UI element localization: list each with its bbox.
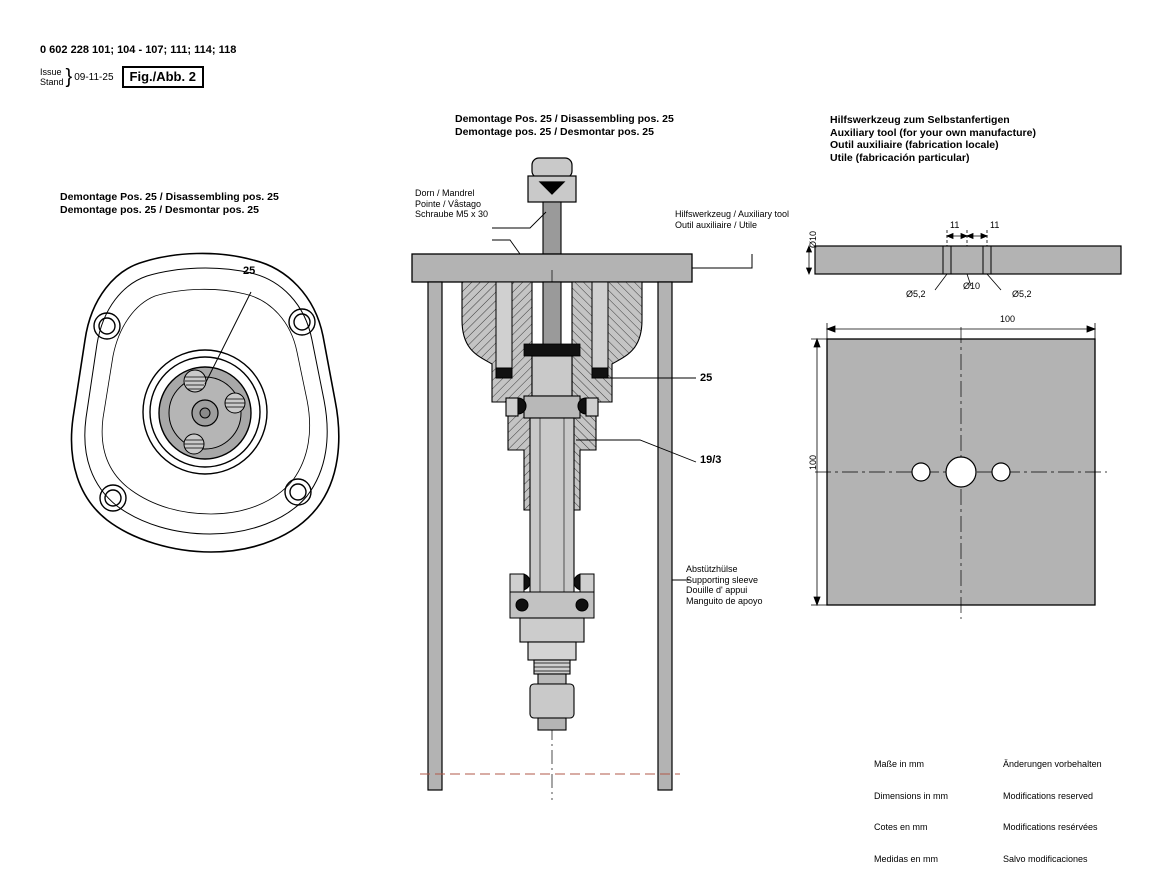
left-title-line2: Demontage pos. 25 / Desmontar pos. 25 (60, 203, 259, 216)
mandrel-line2: Pointe / Våstago (415, 198, 482, 209)
footer-units-0: Maße in mm (874, 759, 925, 769)
right-title-line4: Utile (fabricación particular) (830, 151, 970, 164)
aux-tool-label (675, 209, 789, 230)
aux-tool-line2: Outil auxiliaire / Utile (675, 219, 758, 230)
footer-units-3: Medidas en mm (874, 853, 939, 864)
brace-decoration: } (65, 66, 73, 88)
left-panel-title (60, 191, 279, 216)
footer-units (874, 738, 948, 875)
dim-d10-left: Ø10 (808, 230, 818, 248)
aux-tool-plan-view (805, 315, 1125, 645)
left-title-line1: Demontage Pos. 25 / Disassembling pos. 25 (60, 191, 279, 203)
issue-label-de: Stand (40, 77, 64, 87)
dim-height-100: 100 (808, 454, 818, 470)
right-panel-title (830, 114, 1036, 164)
dim-d52-left: Ø5,2 (906, 289, 926, 299)
footer-units-1: Dimensions in mm (874, 790, 949, 801)
sleeve-line3: Douille d' appui (686, 585, 748, 595)
figure-label: Fig./Abb. 2 (122, 66, 204, 88)
footer-modifications (1003, 738, 1102, 875)
footer-units-2: Cotes en mm (874, 822, 928, 832)
center-title-line2: Demontage pos. 25 / Desmontar pos. 25 (455, 125, 654, 138)
aux-tool-line1: Hilfswerkzeug / Auxiliary tool (675, 209, 790, 219)
center-callout-19-3: 19/3 (700, 454, 722, 466)
sleeve-line4: Manguito de apoyo (686, 595, 763, 606)
right-title-line3: Outil auxiliaire (fabrication locale) (830, 139, 999, 151)
sleeve-line2: Supporting sleeve (686, 574, 759, 585)
footer-mod-3: Salvo modificaciones (1003, 853, 1088, 864)
left-housing-face-view (55, 240, 385, 610)
right-title-line1: Hilfswerkzeug zum Selbstanfertigen (830, 114, 1010, 126)
right-title-line2: Auxiliary tool (for your own manufacture) (830, 126, 1036, 139)
footer-mod-1: Modifications reserved (1003, 790, 1094, 801)
center-title-line1: Demontage Pos. 25 / Disassembling pos. 25 (455, 113, 674, 125)
aux-tool-side-view (805, 212, 1135, 322)
mandrel-line3: Schraube M5 x 30 (415, 209, 489, 219)
part-number-list: 0 602 228 101; 104 - 107; 111; 114; 118 (40, 44, 237, 56)
issue-label-en: Issue (40, 67, 62, 77)
left-callout-25: 25 (243, 265, 256, 277)
dim-width-100: 100 (1000, 314, 1016, 324)
footer-mod-2: Modifications resérvées (1003, 822, 1098, 832)
dim-11-b: 11 (990, 220, 1000, 230)
issue-block (40, 66, 204, 88)
dim-11-a: 11 (950, 220, 960, 230)
center-panel-title (455, 113, 674, 138)
dim-d52-right: Ø5,2 (1012, 289, 1032, 299)
mandrel-label (415, 188, 488, 220)
mandrel-line1: Dorn / Mandrel (415, 188, 475, 198)
center-callout-25: 25 (700, 372, 713, 384)
sleeve-line1: Abstützhülse (686, 564, 738, 574)
center-section-view (400, 150, 800, 810)
supporting-sleeve-label (686, 564, 763, 606)
footer-mod-0: Änderungen vorbehalten (1003, 759, 1102, 769)
dim-d10-center: Ø10 (963, 281, 981, 291)
issue-date: 09-11-25 (74, 71, 114, 83)
